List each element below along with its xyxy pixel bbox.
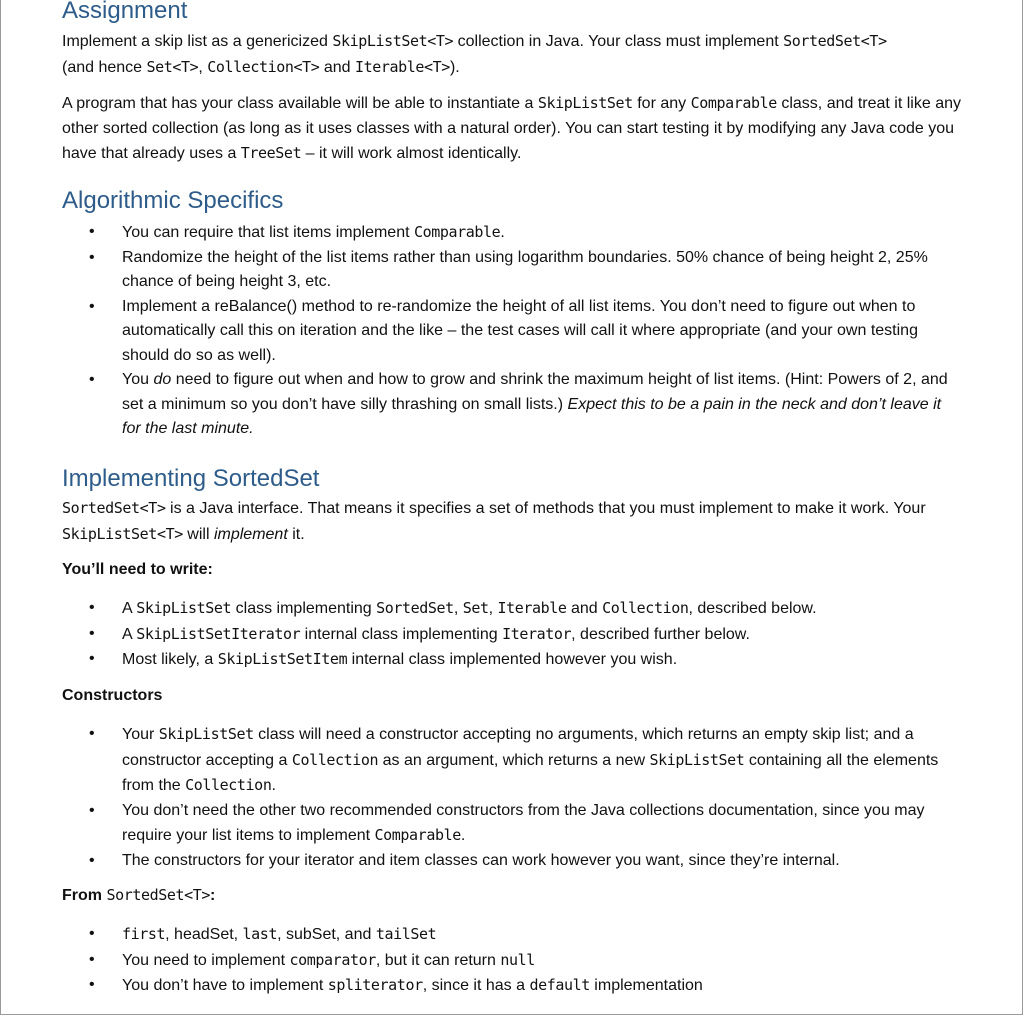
- list-item: • You can require that list items implement Comparable.: [62, 220, 962, 246]
- list-item: • You don’t have to implement spliterator, since it has a default implementation: [62, 973, 962, 999]
- algorithmic-heading: Algorithmic Specifics: [62, 187, 284, 214]
- list-item: • A SkipListSet class implementing SortedSet, Set, Iterable and Collection, described below.: [62, 596, 962, 622]
- list-item: • A SkipListSetIterator internal class implementing Iterator, described further below.: [62, 622, 962, 648]
- list-item: • Implement a reBalance() method to re-randomize the height of all list items. You don’t need to figure out when to automatically call this on iteration and the like – the test cases will call it where appropriate (and your own testing should do so as well).: [62, 295, 962, 369]
- list-item: • You don’t need the other two recommended constructors from the Java collections documentation, since you may require your list items to implement Comparable.: [62, 799, 962, 849]
- assignment-paragraph-1: Implement a skip list as a genericized SkipListSet<T> collection in Java. Your class must implement SortedSet<T> (and hence Set<T>, Collection<T> and Iterable<T>).: [62, 32, 887, 76]
- list-item: • Randomize the height of the list items rather than using logarithm boundaries. 50% chance of being height 2, 25% chance of being height 3, etc.: [62, 246, 962, 295]
- sortedset-heading: Implementing SortedSet: [62, 465, 320, 492]
- list-item: • first, headSet, last, subSet, and tailSet: [62, 922, 962, 948]
- assignment-heading: Assignment: [62, 0, 188, 24]
- from-sortedset-label: From SortedSet<T>:: [62, 886, 216, 904]
- list-item: • Your SkipListSet class will need a constructor accepting no arguments, which returns an empty skip list; and a constructor accepting a Collection as an argument, which returns a new SkipListSet containing all the elements from the Collection.: [62, 722, 962, 799]
- list-item: • You do need to figure out when and how to grow and shrink the maximum height of list items. (Hint: Powers of 2, and set a minimum so you don’t have silly thrashing on small lists.) Expect this to be a pain in the neck and don’t leave it for the last minute.: [62, 368, 962, 442]
- sortedset-paragraph: SortedSet<T> is a Java interface. That means it specifies a set of methods that you must implement to make it work. Your SkipListSet<T> will implement it.: [62, 499, 926, 543]
- need-to-write-list: [62, 596, 962, 673]
- need-to-write-label: You’ll need to write:: [62, 561, 213, 578]
- list-item: • The constructors for your iterator and item classes can work however you want, since they’re internal.: [62, 849, 962, 874]
- algorithmic-list: [62, 220, 962, 442]
- list-item: • You need to implement comparator, but it can return null: [62, 948, 962, 974]
- list-item: • Most likely, a SkipListSetItem internal class implemented however you wish.: [62, 647, 962, 673]
- from-sortedset-list: [62, 922, 962, 999]
- assignment-paragraph-2: A program that has your class available will be able to instantiate a SkipListSet for any Comparable class, and treat it like any other sorted collection (as long as it uses classes with a natural order). You can start testing it by modifying any Java code you have that already uses a TreeSet – it will work almost identically.: [62, 94, 961, 162]
- constructors-list: [62, 722, 962, 873]
- constructors-label: Constructors: [62, 687, 163, 704]
